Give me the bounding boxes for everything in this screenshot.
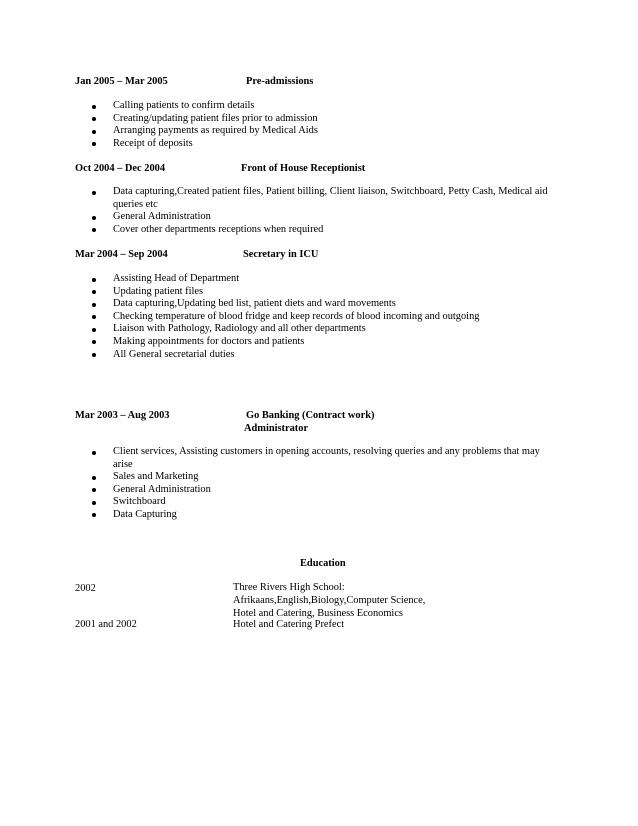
list-item: Receipt of deposits [0,138,553,151]
bullet-icon [92,513,96,517]
bullet-icon [92,501,96,505]
bullet-icon [92,340,96,344]
bullet-icon [92,117,96,121]
list-item: General Administration [0,211,553,224]
education-details [233,582,493,620]
job-title: Pre-admissions [246,76,314,87]
bullet-icon [92,476,96,480]
job-title: Secretary in ICU [243,249,319,260]
job-duties-list [0,446,638,522]
list-item: Creating/updating patient files prior to admission [0,113,553,126]
education-year: 2001 and 2002 [75,619,137,630]
job-title: Go Banking (Contract work) [246,410,375,421]
bullet-icon [92,303,96,307]
job-duties-list [0,186,638,236]
list-item: Updating patient files [0,286,553,299]
list-item: Liaison with Pathology, Radiology and all other departments [0,323,553,336]
list-item: Arranging payments as required by Medical Aids [0,125,553,138]
job-dates: Mar 2003 – Aug 2003 [75,410,170,421]
bullet-icon [92,142,96,146]
bullet-icon [92,290,96,294]
education-line: Afrikaans,English,Biology,Computer Science, [233,594,426,606]
education-line: Three Rivers High School: [233,582,345,593]
section-heading-education: Education [300,558,346,569]
job-duties-list [0,100,638,150]
list-item: Client services, Assisting customers in opening accounts, resolving queries and any problems that may arise [0,446,553,471]
job-dates: Jan 2005 – Mar 2005 [75,76,168,87]
education-details [233,618,344,631]
bullet-icon [92,216,96,220]
list-item: Assisting Head of Department [0,273,553,286]
bullet-icon [92,130,96,134]
list-item: All General secretarial duties [0,349,553,362]
bullet-icon [92,353,96,357]
bullet-icon [92,228,96,232]
list-item: General Administration [0,484,553,497]
bullet-icon [92,105,96,109]
bullet-icon [92,315,96,319]
education-line: Hotel and Catering Prefect [233,619,345,630]
list-item: Switchboard [0,496,553,509]
job-duties-list [0,273,638,361]
list-item: Calling patients to confirm details [0,100,553,113]
education-year: 2002 [75,583,96,594]
job-dates: Oct 2004 – Dec 2004 [75,163,166,174]
bullet-icon [92,451,96,455]
education-line: Hotel and Catering, Business Economics [233,607,403,619]
job-subtitle: Administrator [244,423,309,434]
list-item: Checking temperature of blood fridge and keep records of blood incoming and outgoing [0,311,553,324]
bullet-icon [92,191,96,195]
list-item: Sales and Marketing [0,471,553,484]
list-item: Data capturing,Created patient files, Patient billing, Client liaison, Switchboard, Petty Cash, Medical aid queries etc [0,186,553,211]
list-item: Data Capturing [0,509,553,522]
job-title: Front of House Receptionist [241,163,366,174]
bullet-icon [92,488,96,492]
list-item: Cover other departments receptions when required [0,224,553,237]
list-item: Making appointments for doctors and patients [0,336,553,349]
bullet-icon [92,278,96,282]
list-item: Data capturing,Updating bed list, patient diets and ward movements [0,298,553,311]
job-dates: Mar 2004 – Sep 2004 [75,249,168,260]
bullet-icon [92,328,96,332]
